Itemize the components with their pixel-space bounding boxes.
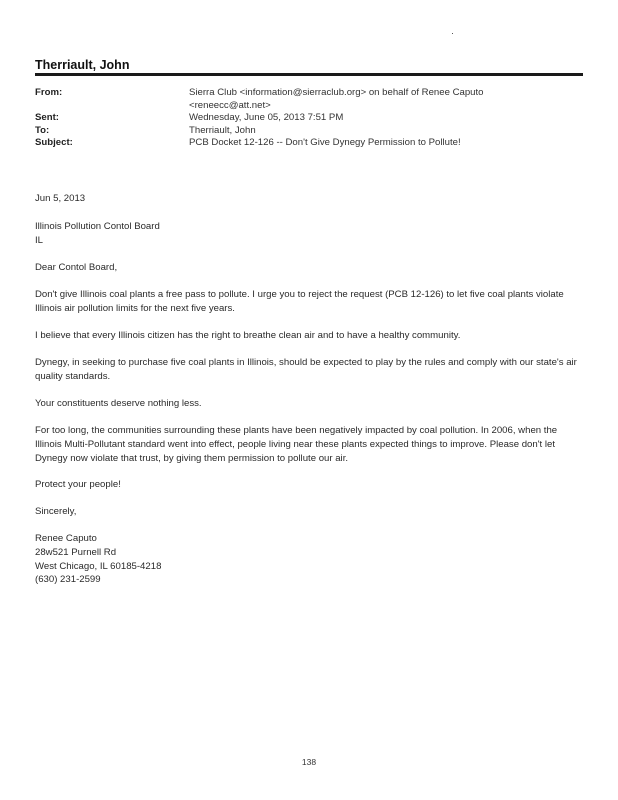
header-row-to bbox=[35, 125, 583, 138]
sent-label: Sent: bbox=[35, 112, 59, 123]
paragraph-6: Protect your people! bbox=[35, 479, 121, 490]
paragraph-1: Don't give Illinois coal plants a free pass to pollute. I urge you to reject the request (PCB 12-126) to let five coal plants violate Illinois air pollution limits for the next five years. bbox=[35, 289, 564, 314]
recipient-block bbox=[35, 220, 583, 248]
subject-label: Subject: bbox=[35, 137, 73, 148]
to-value: Therriault, John bbox=[189, 124, 256, 136]
closing: Sincerely, bbox=[35, 506, 77, 517]
signature-name: Renee Caputo bbox=[35, 533, 97, 544]
signature-phone: (630) 231-2599 bbox=[35, 574, 101, 586]
letter-date: Jun 5, 2013 bbox=[35, 193, 86, 204]
signature-block bbox=[35, 532, 583, 587]
email-header bbox=[35, 87, 583, 150]
paragraph-5: For too long, the communities surrounding these plants have been negatively impacted by coal pollution. In 2006, when the Illinois Multi-Pollutant standard went into effect, people living near these plants expected things to improve. Please don't let Dynegy now violate that trust, by giving them permission to pollute our air. bbox=[35, 425, 558, 464]
salutation: Dear Contol Board, bbox=[35, 262, 118, 273]
paragraph-2: I believe that every Illinois citizen has the right to breathe clean air and to have a healthy community. bbox=[35, 330, 461, 341]
signature-city: West Chicago, IL 60185-4218 bbox=[35, 560, 162, 572]
subject-value: PCB Docket 12-126 -- Don't Give Dynegy Permission to Pollute! bbox=[189, 137, 461, 148]
to-label: To: bbox=[35, 124, 50, 136]
title-rule bbox=[35, 73, 583, 76]
paragraph-4: Your constituents deserve nothing less. bbox=[35, 398, 202, 409]
from-value: Sierra Club <information@sierraclub.org> on behalf of Renee Caputo <reneecc@att.net> bbox=[189, 87, 484, 111]
page-number: 138 bbox=[301, 757, 317, 767]
header-row-subject bbox=[35, 137, 583, 150]
recipient-line-2: IL bbox=[35, 234, 44, 246]
from-label: From: bbox=[35, 87, 63, 98]
sent-value: Wednesday, June 05, 2013 7:51 PM bbox=[189, 112, 344, 123]
paragraph-3: Dynegy, in seeking to purchase five coal plants in Illinois, should be expected to play by the rules and comply with our state's air quality standards. bbox=[35, 357, 577, 382]
header-row-from bbox=[35, 87, 583, 112]
header-row-sent bbox=[35, 112, 583, 125]
recipient-line-1: Illinois Pollution Contol Board bbox=[35, 221, 160, 232]
page-title: Therriault, John bbox=[35, 58, 130, 72]
signature-street: 28w521 Purnell Rd bbox=[35, 546, 117, 558]
scan-speck bbox=[452, 33, 453, 34]
